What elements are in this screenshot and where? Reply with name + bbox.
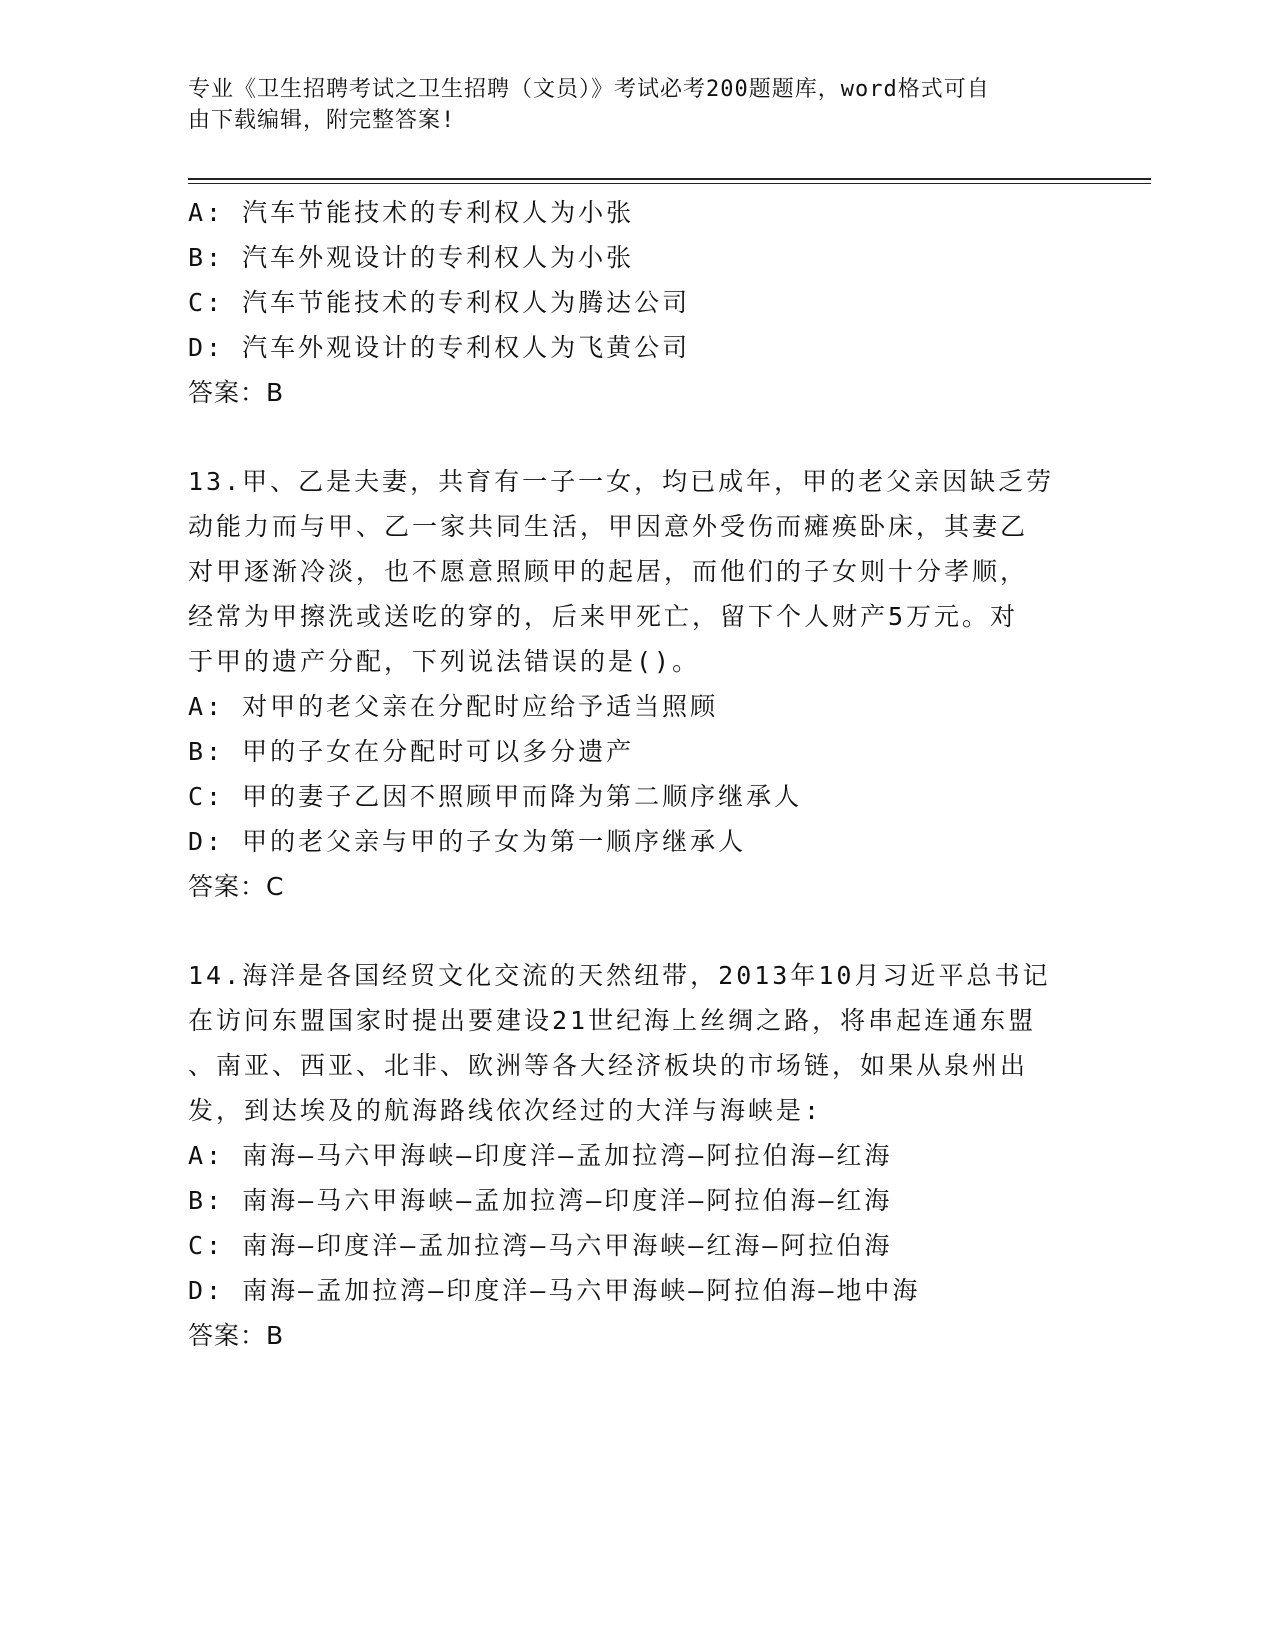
question-stem (188, 953, 1088, 1133)
stem-line: 在访问东盟国家时提出要建设21世纪海上丝绸之路，将串起连通东盟 (188, 1006, 1037, 1035)
stem-line: 经常为甲擦洗或送吃的穿的，后来甲死亡，留下个人财产5万元。对 (188, 602, 1019, 631)
stem-line: 动能力而与甲、乙一家共同生活，甲因意外受伤而瘫痪卧床，其妻乙 (188, 512, 1029, 541)
option-c: C: 汽车节能技术的专利权人为腾达公司 (188, 288, 691, 317)
option-b: B: 甲的子女在分配时可以多分遗产 (188, 737, 635, 766)
stem-line: 14.海洋是各国经贸文化交流的天然纽带，2013年10月习近平总书记 (188, 961, 1051, 990)
question-14 (188, 953, 1088, 1358)
answer-line: 答案：C (188, 872, 285, 901)
question-stem (188, 459, 1088, 684)
option-a: A: 对甲的老父亲在分配时应给予适当照顾 (188, 692, 719, 721)
option-a: A: 汽车节能技术的专利权人为小张 (188, 198, 635, 227)
stem-line: 13.甲、乙是夫妻，共育有一子一女，均已成年，甲的老父亲因缺乏劳 (188, 467, 1055, 496)
question-12 (188, 190, 1088, 415)
stem-line: 、南亚、西亚、北非、欧洲等各大经济板块的市场链，如果从泉州出 (188, 1051, 1029, 1080)
option-d: D: 汽车外观设计的专利权人为飞黄公司 (188, 333, 691, 362)
answer-line: 答案：B (188, 1321, 285, 1350)
option-b: B: 汽车外观设计的专利权人为小张 (188, 243, 635, 272)
option-b: B: 南海—马六甲海峡—孟加拉湾—印度洋—阿拉伯海—红海 (188, 1186, 893, 1215)
option-a: A: 南海—马六甲海峡—印度洋—孟加拉湾—阿拉伯海—红海 (188, 1141, 893, 1170)
stem-line: 对甲逐渐冷淡，也不愿意照顾甲的起居，而他们的子女则十分孝顺， (188, 557, 1029, 586)
option-d: D: 甲的老父亲与甲的子女为第一顺序继承人 (188, 827, 747, 856)
document-body (188, 190, 1088, 1358)
header-line-2: 由下载编辑，附完整答案! (188, 108, 456, 133)
document-header (188, 74, 1068, 136)
header-divider-thin (188, 183, 1151, 184)
header-line-1: 专业《卫生招聘考试之卫生招聘（文员）》考试必考200题题库，word格式可自 (188, 77, 990, 102)
stem-line: 于甲的遗产分配，下列说法错误的是()。 (188, 647, 701, 676)
answer-line: 答案：B (188, 378, 285, 407)
stem-line: 发，到达埃及的航海路线依次经过的大洋与海峡是: (188, 1096, 823, 1125)
option-d: D: 南海—孟加拉湾—印度洋—马六甲海峡—阿拉伯海—地中海 (188, 1276, 921, 1305)
option-c: C: 甲的妻子乙因不照顾甲而降为第二顺序继承人 (188, 782, 803, 811)
question-13 (188, 459, 1088, 909)
header-divider-thick (188, 178, 1151, 180)
option-c: C: 南海—印度洋—孟加拉湾—马六甲海峡—红海—阿拉伯海 (188, 1231, 893, 1260)
